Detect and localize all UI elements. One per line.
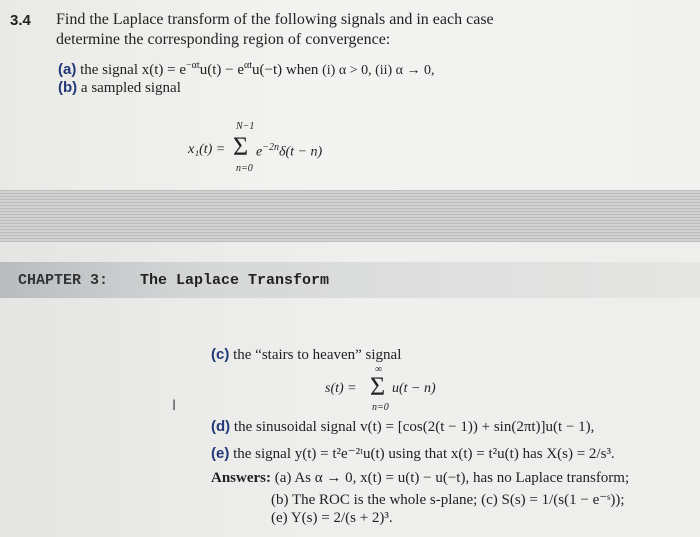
part-a-condition: (i) α > 0, (ii) α → 0, xyxy=(322,63,435,78)
part-c-text: the “stairs to heaven” signal xyxy=(233,347,402,363)
part-e xyxy=(211,444,615,463)
problem-line-1: Find the Laplace transform of the following signals and in each case xyxy=(56,11,494,28)
part-e-text: the signal y(t) = t²e⁻²ᵗu(t) using that x(t) = t²u(t) has X(s) = 2/s³. xyxy=(233,446,615,462)
text-cursor-icon: I xyxy=(172,398,177,414)
c-sum-lower: n=0 xyxy=(372,402,389,413)
answers-label: Answers: xyxy=(211,470,271,486)
problem-line-2: determine the corresponding region of convergence: xyxy=(56,31,391,48)
c-equation-body: u(t − n) xyxy=(392,381,436,396)
answers-line-1 xyxy=(211,470,629,487)
equation-body: $e^{-2n}\delta(t - n)$ xyxy=(256,142,323,160)
part-b-label: (b) xyxy=(58,79,78,96)
part-a-label: (a) xyxy=(58,61,77,78)
sigma-symbol: Σ xyxy=(233,132,249,161)
c-sigma-symbol: Σ xyxy=(370,372,386,401)
part-b xyxy=(58,79,181,97)
answers-line-2: (b) The ROC is the whole s-plane; (c) S(s) = 1/(s(1 − e⁻ˢ)); xyxy=(271,492,625,508)
chapter-number: CHAPTER 3: xyxy=(18,272,109,289)
part-b-text: a sampled signal xyxy=(80,80,181,96)
answers-line-3: (e) Y(s) = 2/(s + 2)³. xyxy=(271,510,393,526)
page-gutter xyxy=(0,190,700,242)
part-d-text: the sinusoidal signal v(t) = [cos(2(t − 1)) + sin(2πt)]u(t − 1), xyxy=(233,419,595,435)
sum-upper-limit: N−1 xyxy=(236,121,255,132)
equation-lhs: x₁(t) = xyxy=(188,142,226,157)
c-equation-lhs: s(t) = xyxy=(325,381,357,396)
part-c-label: (c) xyxy=(211,346,230,363)
part-d xyxy=(211,418,594,436)
chapter-title: The Laplace Transform xyxy=(140,272,330,289)
part-a-text: the signal $x(t) = e^{-\alpha t}u(t) - e^{\alpha t}u(-t)$ when xyxy=(80,60,319,78)
part-c xyxy=(211,346,401,364)
part-d-label: (d) xyxy=(211,418,231,435)
part-a xyxy=(58,60,435,79)
sum-lower-limit: n=0 xyxy=(236,163,253,174)
c-sum-upper: ∞ xyxy=(375,364,383,375)
part-e-label: (e) xyxy=(211,445,230,462)
problem-number: 3.4 xyxy=(10,12,31,29)
answer-a: (a) As α → 0, x(t) = u(t) − u(−t), has no Laplace transform; xyxy=(274,470,630,486)
